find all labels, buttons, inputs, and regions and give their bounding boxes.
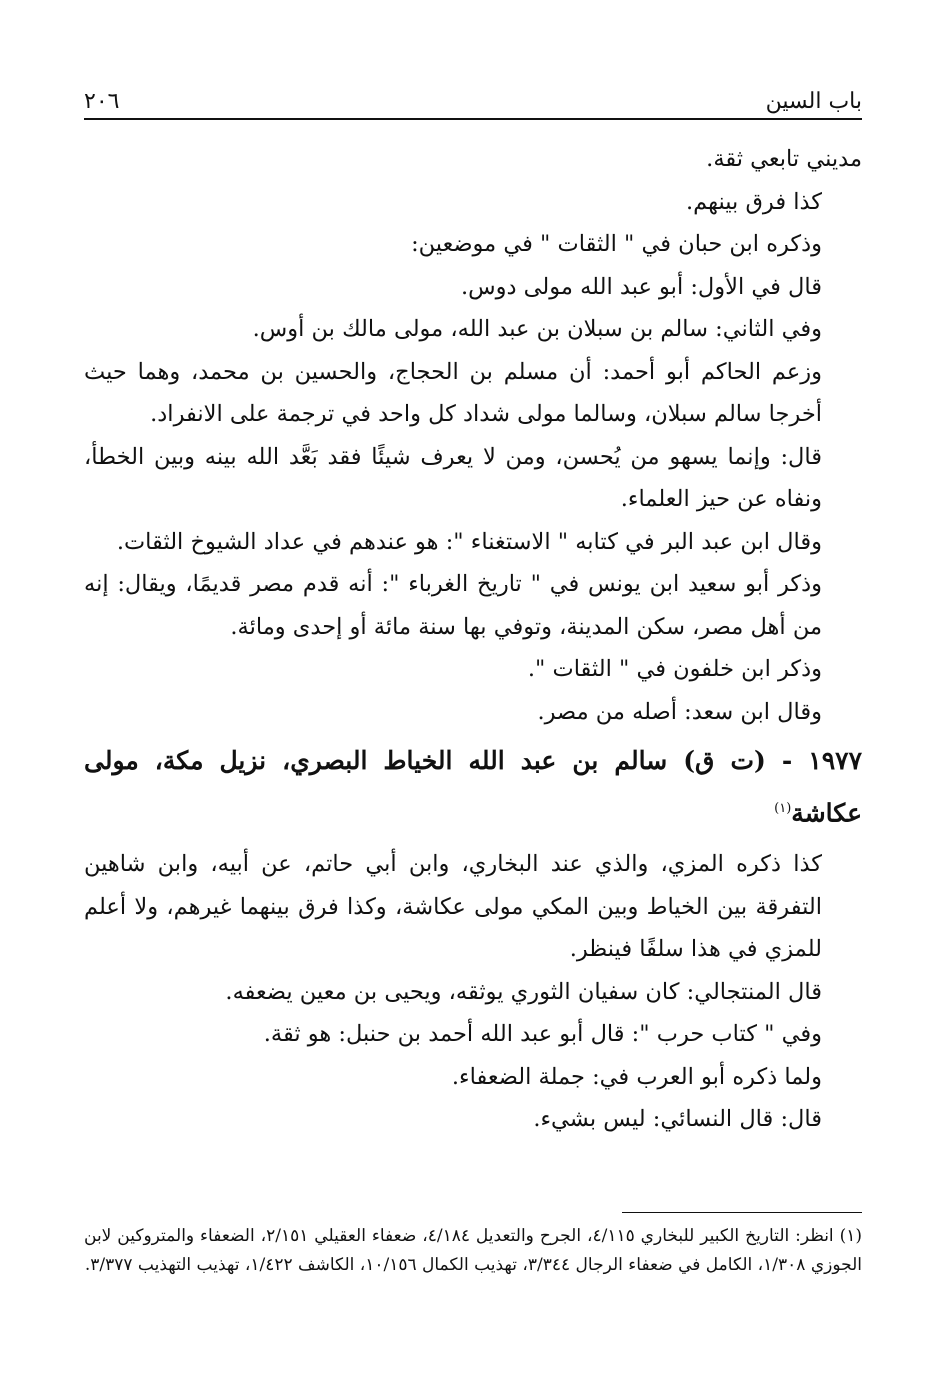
entry-title-text: ١٩٧٧ - (ت ق) سالم بن عبد الله الخياط البصري، نزيل مكة، مولى عكاشة [84, 746, 862, 828]
page-number: ٢٠٦ [84, 89, 120, 114]
running-header [84, 84, 862, 116]
body-paragraph: وفي الثاني: سالم بن سبلان بن عبد الله، مولى مالك بن أوس. [252, 316, 822, 342]
body-paragraph: وذكره ابن حبان في " الثقات " في موضعين: [411, 231, 822, 257]
body-paragraph: وقال ابن عبد البر في كتابه " الاستغناء ": هو عندهم في عداد الشيوخ الثقات. [116, 528, 822, 555]
body-paragraph: قال في الأول: أبو عبد الله مولى دوس. [461, 273, 822, 300]
body-paragraph: وزعم الحاكم أبو أحمد: أن مسلم بن الحجاج، والحسين بن محمد، وهما حيث أخرجا سالم سبلان، وسالما مولى شداد كل واحد في ترجمة على الانفراد. [84, 358, 822, 427]
main-text [84, 138, 862, 1141]
chapter-title: باب السين [765, 89, 862, 114]
body-paragraph: كذا ذكره المزي، والذي عند البخاري، وابن أبي حاتم، عن أبيه، وابن شاهين التفرقة بين الخياط وبين المكي مولى عكاشة، وكذا فرق بينهما غيرهم، ولا أعلم للمزي في هذا سلفًا فينظر. [84, 851, 822, 963]
body-paragraph: وفي " كتاب حرب ": قال أبو عبد الله أحمد بن حنبل: هو ثقة. [263, 1021, 822, 1048]
body-paragraph: مديني تابعي ثقة. [706, 146, 862, 172]
body-paragraph: وذكر أبو سعيد ابن يونس في " تاريخ الغرباء ": أنه قدم مصر قديمًا، ويقال: إنه من أهل مصر، سكن المدينة، وتوفي بها سنة مائة أو إحدى ومائة. [84, 571, 822, 640]
entry-heading [84, 737, 862, 837]
paragraphs-after-entry [84, 843, 862, 1141]
body-paragraph: قال المنتجالي: كان سفيان الثوري يوثقه، ويحيى بن معين يضعفه. [225, 978, 822, 1005]
body-paragraph: وقال ابن سعد: أصله من مصر. [537, 698, 822, 725]
body-paragraph: كذا فرق بينهم. [685, 188, 822, 215]
paragraphs-before-entry [84, 138, 862, 733]
body-paragraph: ولما ذكره أبو العرب في: جملة الضعفاء. [451, 1063, 822, 1090]
body-paragraph: قال: وإنما يسهو من يُحسن، ومن لا يعرف شيئًا فقد بَعَّد الله بينه وبين الخطأ، ونفاه عن حيز العلماء. [84, 443, 822, 512]
header-rule [84, 118, 862, 120]
footnote-paragraph: (١) انظر: التاريخ الكبير للبخاري ٤/١١٥، الجرح والتعديل ٤/١٨٤، ضعفاء العقيلي ٢/١٥١، الضعفاء والمتروكين لابن الجوزي ١/٣٠٨، الكامل في ضعفاء الرجال ٣/٣٤٤، تهذيب الكمال ١٠/١٥٦، الكاشف ١/٤٢٢، تهذيب التهذيب ٣/٣٧٧. [84, 1226, 863, 1275]
footnote-marker: (١) [774, 801, 792, 816]
footnotes [84, 1222, 862, 1280]
body-paragraph: قال: قال النسائي: ليس بشيء. [533, 1106, 822, 1133]
footnote-separator [622, 1212, 862, 1213]
body-paragraph: وذكر ابن خلفون في " الثقات ". [527, 656, 822, 682]
